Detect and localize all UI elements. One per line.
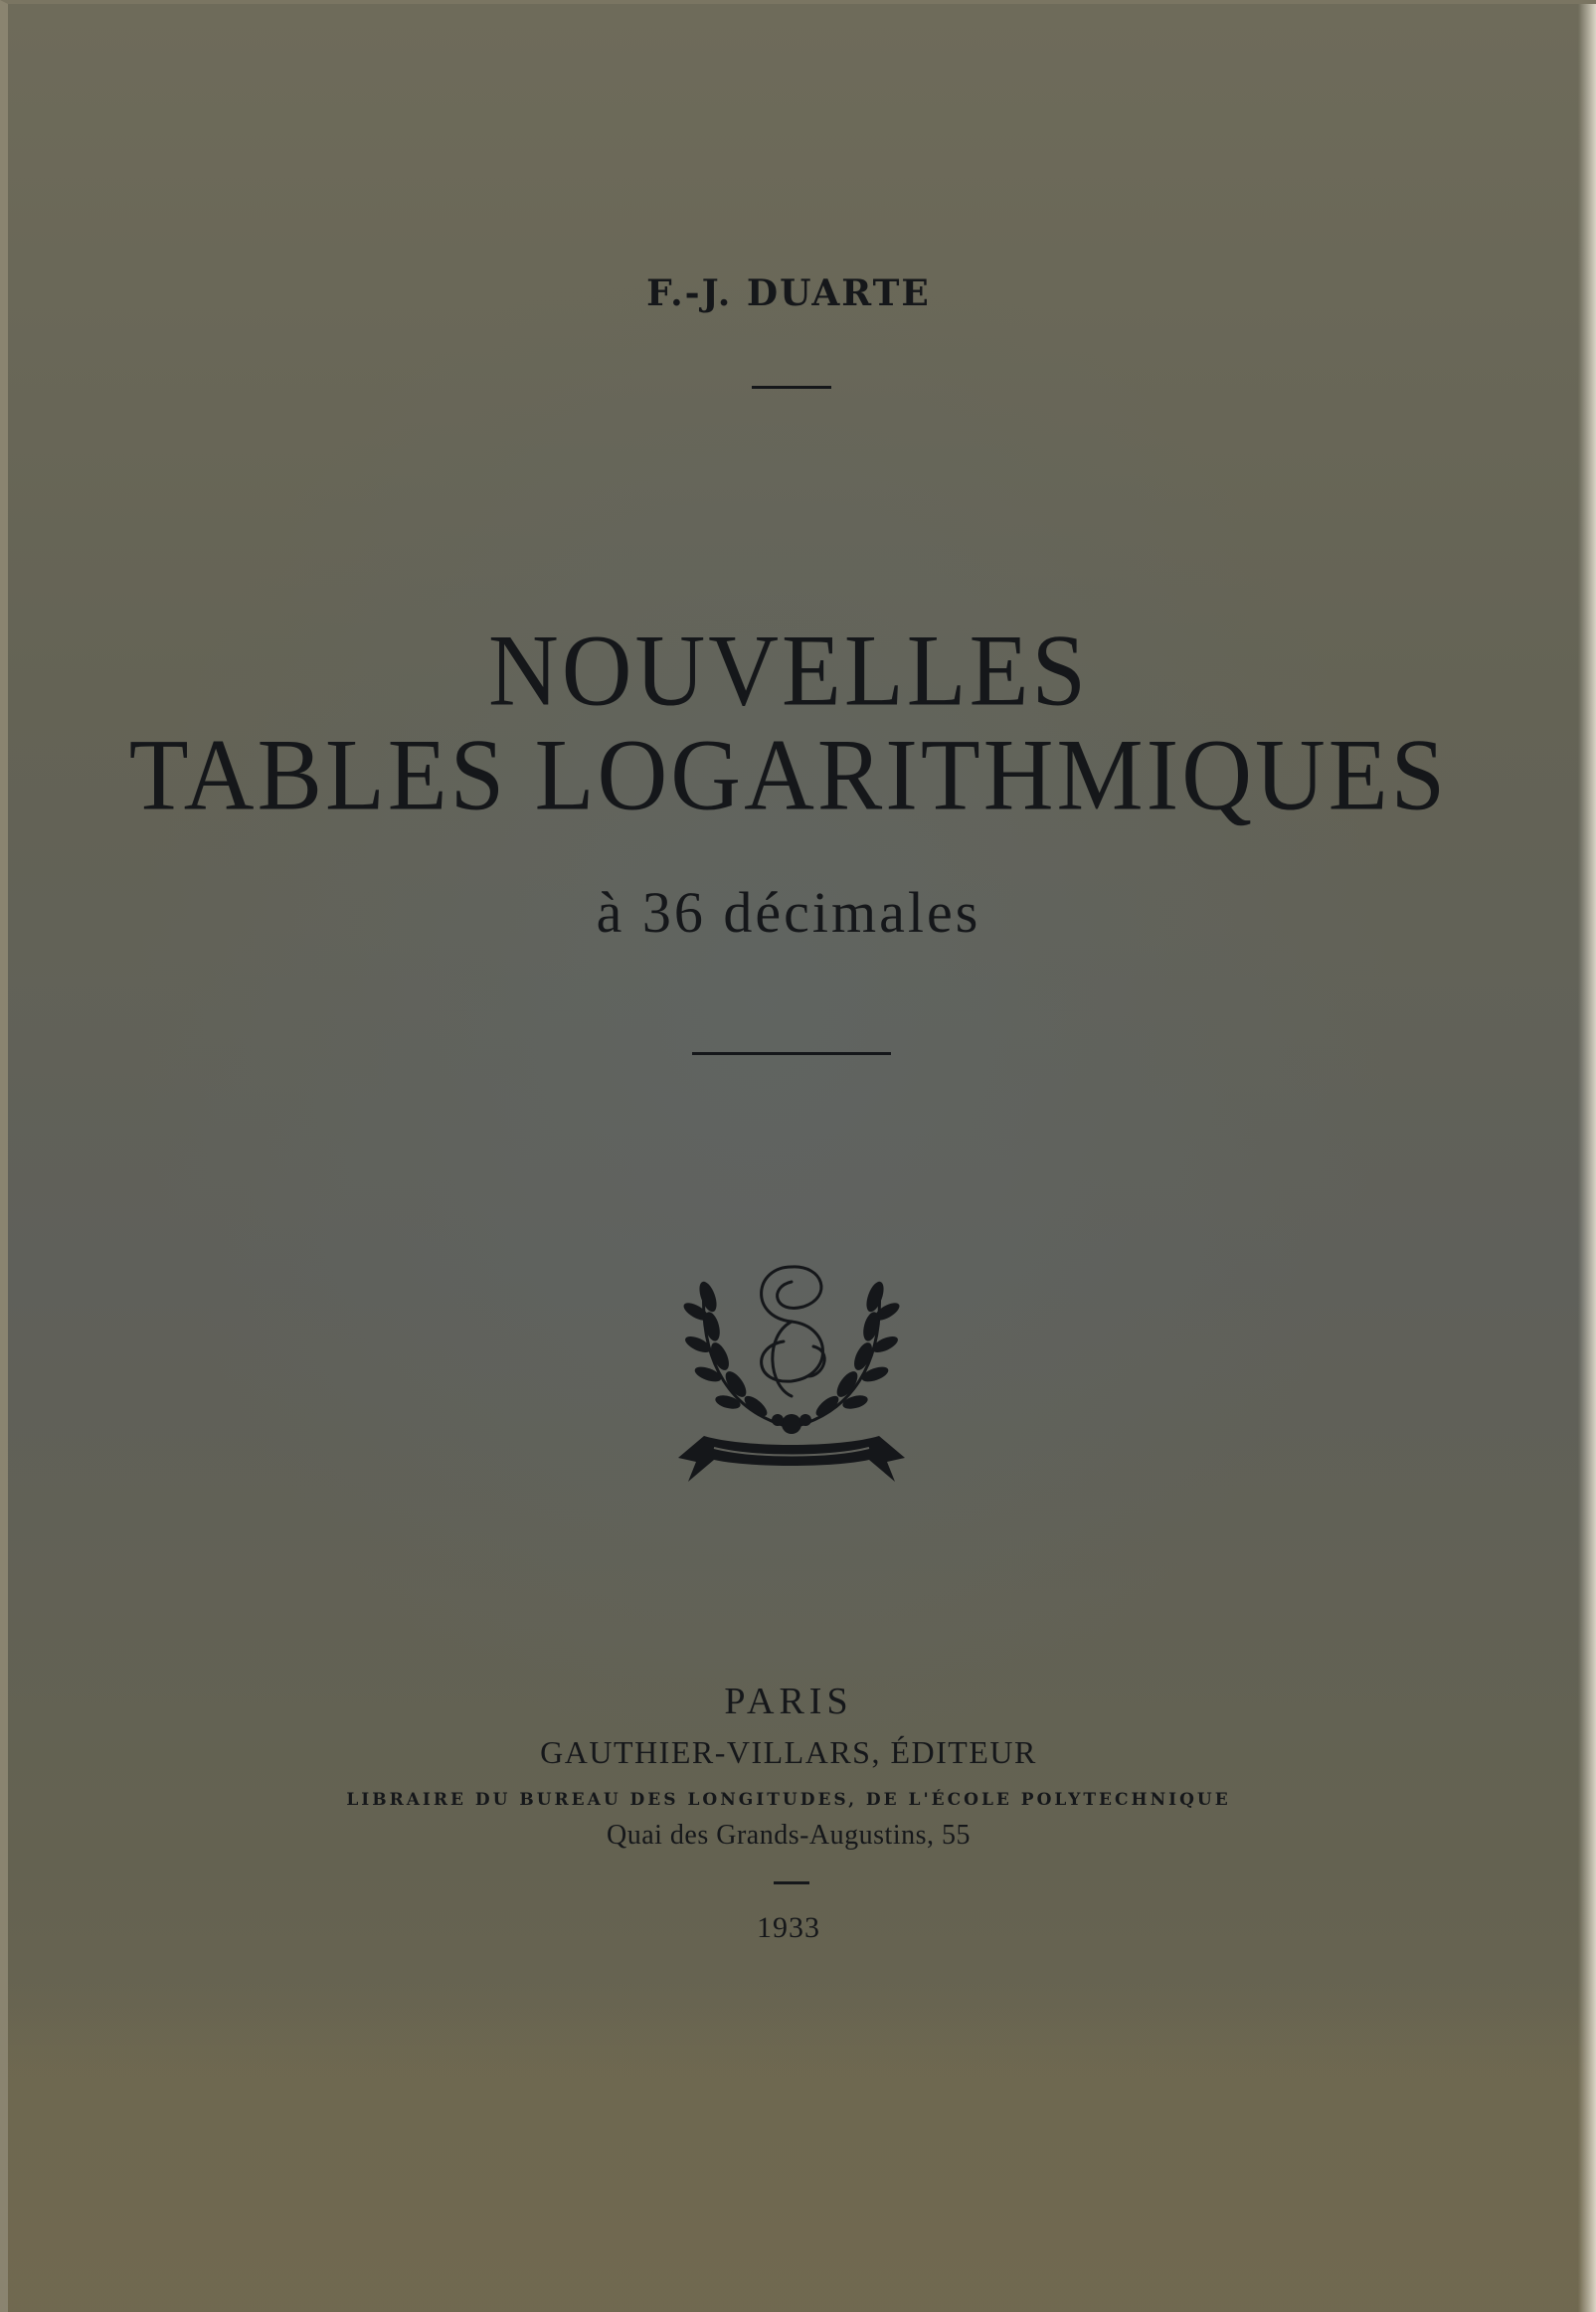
laurel-wreath-monogram-icon (674, 1227, 909, 1486)
title-line-1: NOUVELLES (487, 615, 1090, 728)
divider-short (752, 386, 831, 389)
title-line-2: TABLES LOGARITHMIQUES (128, 719, 1449, 832)
publication-place: PARIS (724, 1681, 853, 1722)
publisher-name: GAUTHIER-VILLARS, ÉDITEUR (540, 1734, 1037, 1770)
publisher-address: Quai des Grands-Augustins, 55 (606, 1820, 972, 1851)
subtitle: à 36 décimales (596, 880, 981, 945)
bookseller-line: LIBRAIRE DU BUREAU DES LONGITUDES, DE L'ÉCOLE POLYTECHNIQUE (346, 1790, 1231, 1810)
divider-long (692, 1052, 891, 1055)
faded-bottom-band (8, 1983, 1596, 2312)
publication-year: 1933 (757, 1911, 820, 1944)
author-name: F.-J. DUARTE (646, 272, 931, 314)
divider-dash (774, 1881, 809, 1884)
page-edge (1578, 4, 1596, 2312)
